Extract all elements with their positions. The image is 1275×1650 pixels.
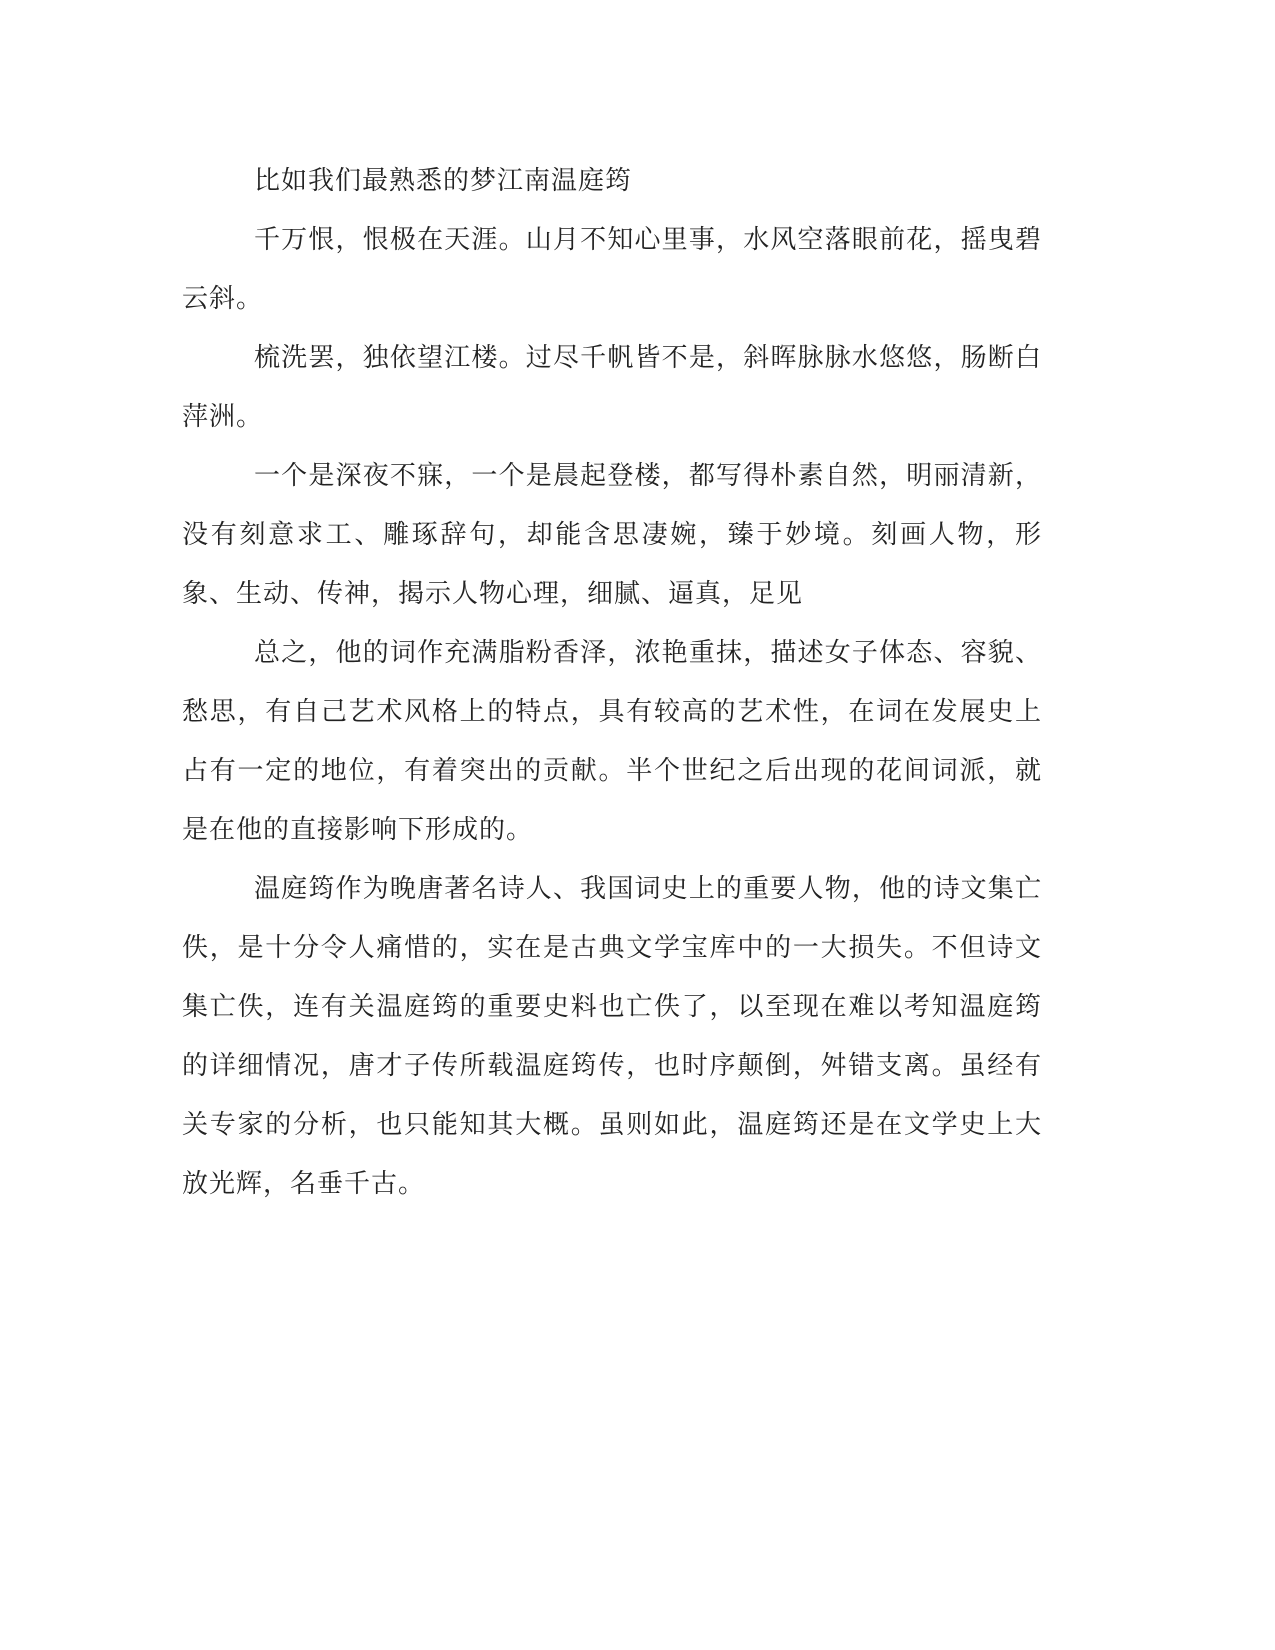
paragraph-poem-stanza-1: 千万恨，恨极在天涯。山月不知心里事，水风空落眼前花，摇曳碧云斜。 [182,225,1042,314]
paragraph-intro: 比如我们最熟悉的梦江南温庭筠 [254,166,633,196]
paragraph-analysis: 一个是深夜不寐，一个是晨起登楼，都写得朴素自然，明丽清新，没有刻意求工、雕琢辞句，却能含思凄婉，臻于妙境。刻画人物，形象、生动、传神，揭示人物心理，细腻、逼真，足见 [182,461,1042,609]
paragraph-summary: 总之，他的词作充满脂粉香泽，浓艳重抹，描述女子体态、容貌、愁思，有自己艺术风格上的特点，具有较高的艺术性，在词在发展史上占有一定的地位，有着突出的贡献。半个世纪之后出现的花间词派，就是在他的直接影响下形成的。 [182,638,1042,845]
document-body [182,152,1042,1214]
paragraph-poem-stanza-2: 梳洗罢，独依望江楼。过尽千帆皆不是，斜晖脉脉水悠悠，肠断白萍洲。 [182,343,1042,432]
paragraph-legacy: 温庭筠作为晚唐著名诗人、我国词史上的重要人物，他的诗文集亡佚，是十分令人痛惜的，实在是古典文学宝库中的一大损失。不但诗文集亡佚，连有关温庭筠的重要史料也亡佚了，以至现在难以考知温庭筠的详细情况，唐才子传所载温庭筠传，也时序颠倒，舛错支离。虽经有关专家的分析，也只能知其大概。虽则如此，温庭筠还是在文学史上大放光辉，名垂千古。 [182,874,1042,1199]
